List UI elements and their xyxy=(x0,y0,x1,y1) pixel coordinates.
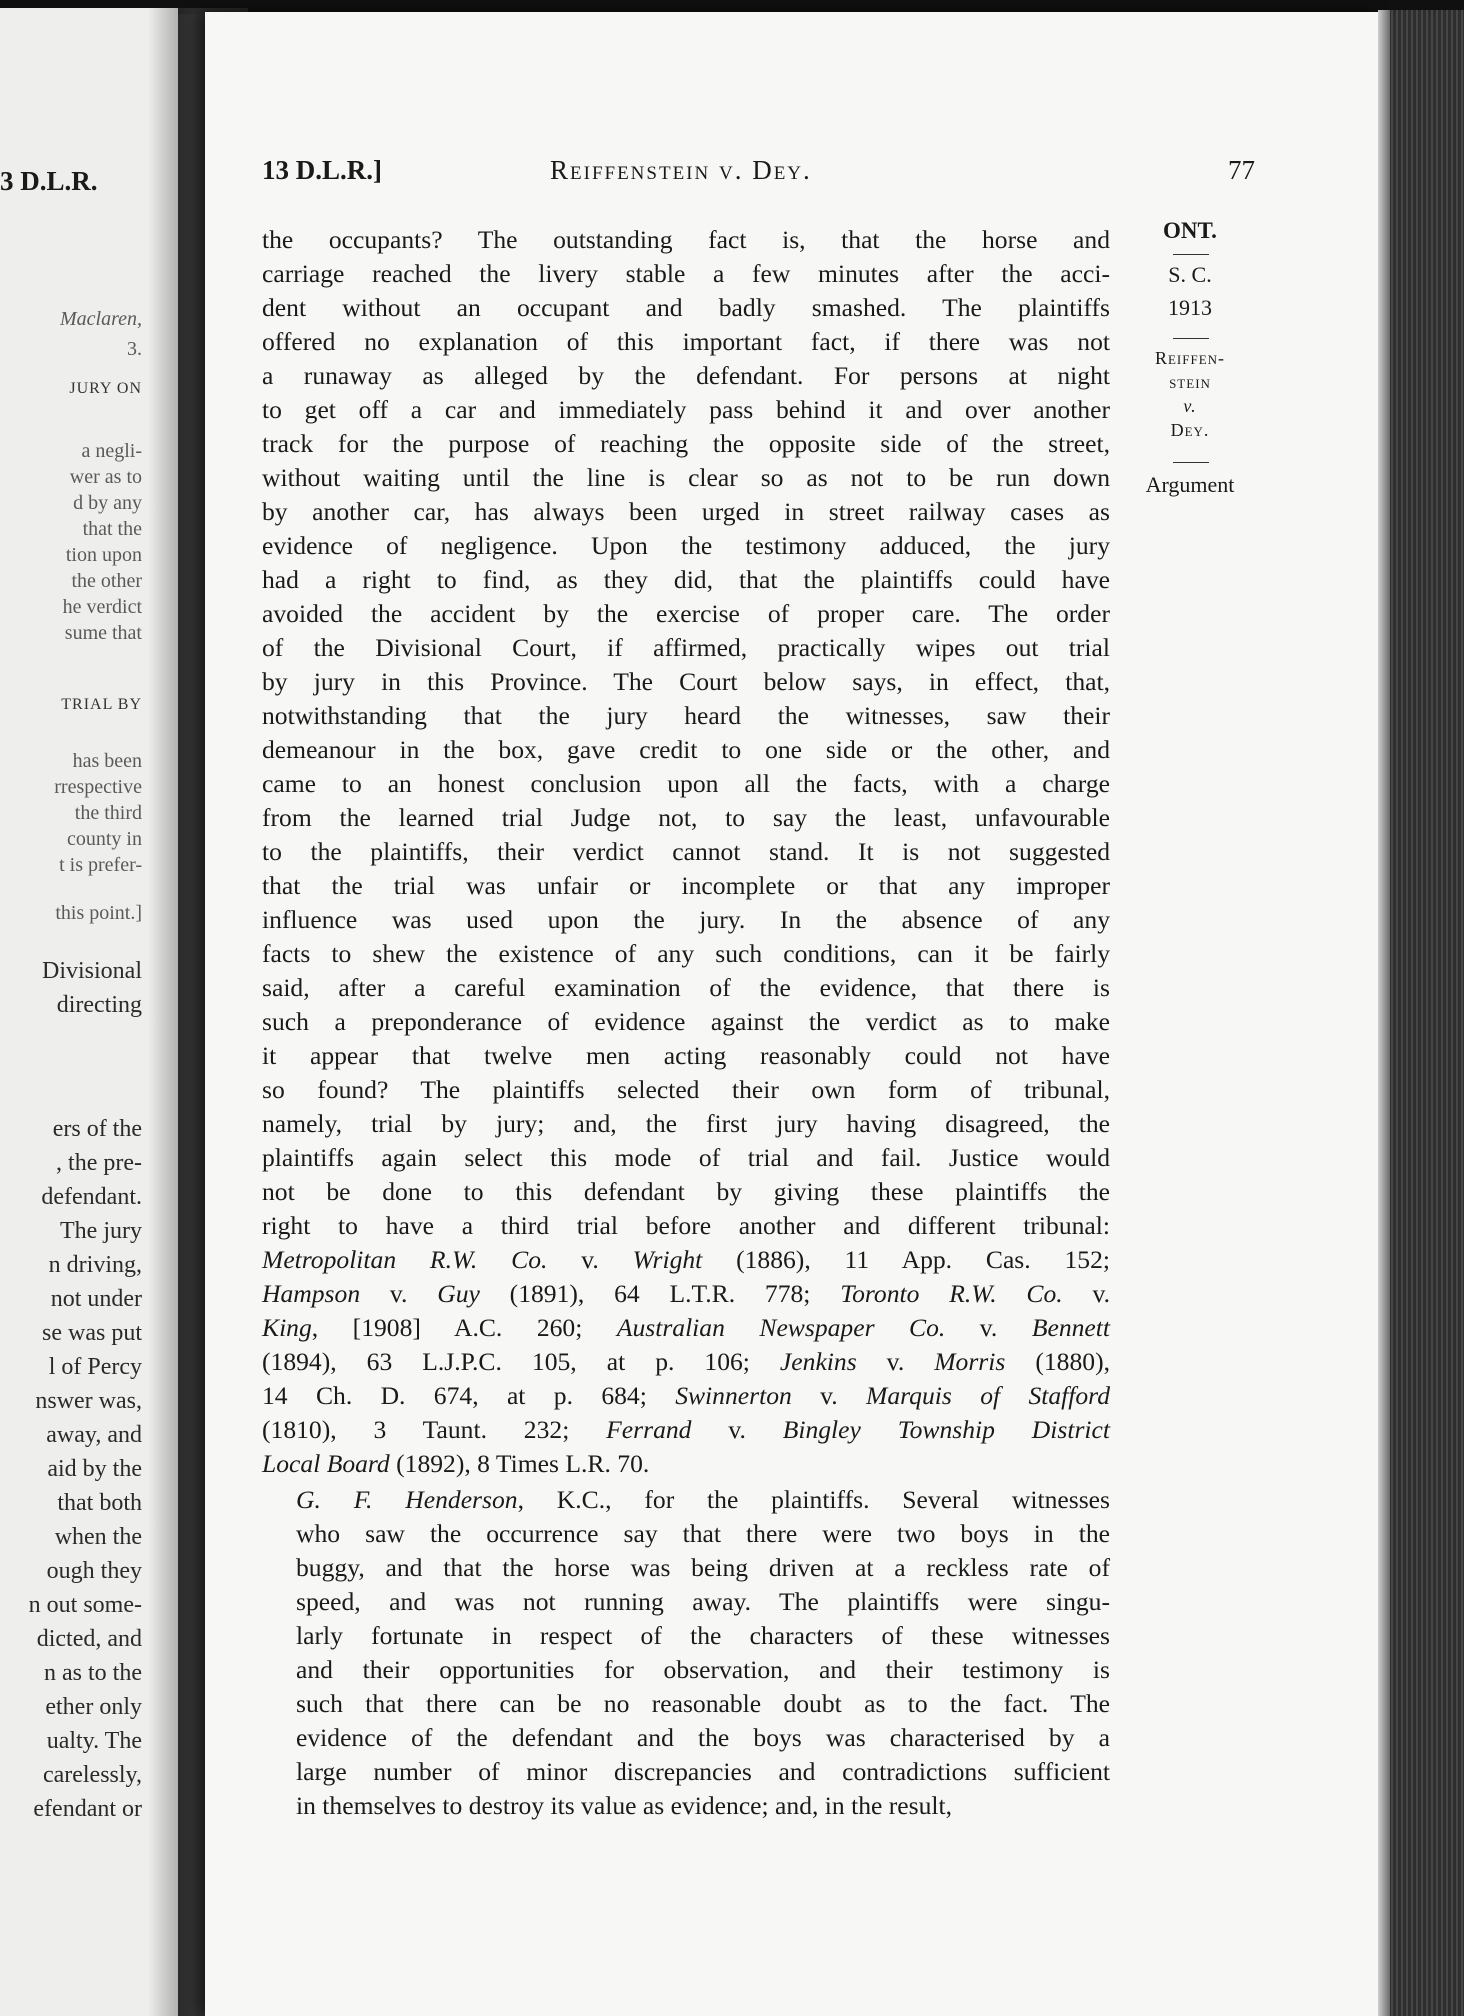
text-line: Local Board (1892), 8 Times L.R. 70. xyxy=(262,1449,650,1478)
left-page-line: county in xyxy=(67,828,142,850)
text-line: facts to shew the existence of any such conditions, can it be fairly xyxy=(262,939,1110,968)
left-page-line: a negli- xyxy=(81,440,142,462)
left-page-line: l of Percy xyxy=(48,1354,142,1380)
text-line: that the trial was unfair or incomplete or that any improper xyxy=(262,871,1110,900)
left-page-header: 3 D.L.R. xyxy=(0,166,98,196)
text-line: such a preponderance of evidence against the verdict as to make xyxy=(262,1007,1110,1036)
left-page-line: the third xyxy=(74,802,142,824)
margin-rule xyxy=(1173,338,1209,339)
left-page-line: n driving, xyxy=(48,1252,142,1278)
text-line: 14 Ch. D. 674, at p. 684; Swinnerton v. Marquis of Stafford xyxy=(262,1381,1110,1410)
text-line: namely, trial by jury; and, the first jury having disagreed, the xyxy=(262,1109,1110,1138)
text-line: buggy, and that the horse was being driven at a reckless rate of xyxy=(296,1553,1110,1582)
text-line: without waiting until the line is clear so as not to be run down xyxy=(262,463,1110,492)
text-line: to the plaintiffs, their verdict cannot stand. It is not suggested xyxy=(262,837,1110,866)
left-page-line: this point.] xyxy=(55,902,142,924)
left-page-line: when the xyxy=(54,1524,142,1550)
body-text xyxy=(262,223,1110,1823)
margin-province: ONT. xyxy=(1163,218,1217,243)
text-line: from the learned trial Judge not, to say the least, unfavourable xyxy=(262,803,1110,832)
left-page-line: sume that xyxy=(64,622,142,644)
left-page-line: not under xyxy=(50,1286,142,1312)
left-page-line: rrespective xyxy=(54,776,142,798)
text-line: a runaway as alleged by the defendant. For persons at night xyxy=(262,361,1110,390)
text-line: in themselves to destroy its value as evidence; and, in the result, xyxy=(296,1791,953,1820)
text-line: King, [1908] A.C. 260; Australian Newspaper Co. v. Bennett xyxy=(262,1313,1110,1342)
text-line: notwithstanding that the jury heard the witnesses, saw their xyxy=(262,701,1110,730)
left-page-line: JURY ON xyxy=(69,380,142,397)
left-page-line: n out some- xyxy=(28,1592,142,1618)
margin-court: S. C. xyxy=(1168,262,1212,287)
paragraph xyxy=(262,1483,1110,1823)
text-line: Hampson v. Guy (1891), 64 L.T.R. 778; Toronto R.W. Co. v. xyxy=(262,1279,1110,1308)
left-page-line: ers of the xyxy=(52,1116,142,1142)
text-line: by another car, has always been urged in street railway cases as xyxy=(262,497,1110,526)
left-page-line: dicted, and xyxy=(36,1626,142,1652)
left-page-line: ualty. The xyxy=(46,1728,142,1754)
text-line: who saw the occurrence say that there were two boys in the xyxy=(296,1519,1110,1548)
margin-case-line: stein xyxy=(1169,372,1211,392)
left-page-line: defendant. xyxy=(41,1184,142,1210)
left-page-line: Maclaren, xyxy=(59,308,142,330)
text-line: dent without an occupant and badly smashed. The plaintiffs xyxy=(262,293,1110,322)
text-line: right to have a third trial before another and different tribunal: xyxy=(262,1211,1110,1240)
left-page-line: d by any xyxy=(73,492,142,514)
text-line: carriage reached the livery stable a few minutes after the acci- xyxy=(262,259,1110,288)
text-line: larly fortunate in respect of the characters of these witnesses xyxy=(296,1621,1110,1650)
left-page-line: TRIAL BY xyxy=(61,696,142,713)
text-line: (1810), 3 Taunt. 232; Ferrand v. Bingley Township District xyxy=(262,1415,1110,1444)
left-page-line: that the xyxy=(82,518,142,540)
left-page-line: away, and xyxy=(46,1422,142,1448)
text-line: evidence of the defendant and the boys was characterised by a xyxy=(296,1723,1110,1752)
text-line: had a right to find, as they did, that the plaintiffs could have xyxy=(262,565,1110,594)
left-page-line: , the pre- xyxy=(56,1150,142,1176)
page-edge-highlight xyxy=(1378,10,1390,2016)
text-line: to get off a car and immediately pass behind it and over another xyxy=(262,395,1110,424)
margin-case-name xyxy=(1130,346,1250,442)
text-line: G. F. Henderson, K.C., for the plaintiffs. Several witnesses xyxy=(296,1485,1110,1514)
text-line: so found? The plaintiffs selected their own form of tribunal, xyxy=(262,1075,1110,1104)
left-page-line: nswer was, xyxy=(35,1388,142,1414)
text-line: such that there can be no reasonable doubt as to the fact. The xyxy=(296,1689,1110,1718)
page-number: 77 xyxy=(1228,155,1255,185)
left-page-line: has been xyxy=(72,750,142,772)
left-page-line: wer as to xyxy=(69,466,142,488)
left-page-line: n as to the xyxy=(44,1660,142,1686)
margin-rule xyxy=(1173,462,1209,463)
left-page-line: directing xyxy=(56,992,142,1018)
text-line: large number of minor discrepancies and contradictions sufficient xyxy=(296,1757,1110,1786)
left-page-line: that both xyxy=(57,1490,142,1516)
text-line: avoided the accident by the exercise of proper care. The order xyxy=(262,599,1110,628)
left-page-line: se was put xyxy=(42,1320,142,1346)
left-page-line: 3. xyxy=(127,338,142,360)
text-line: (1894), 63 L.J.P.C. 105, at p. 106; Jenkins v. Morris (1880), xyxy=(262,1347,1110,1376)
text-line: demeanour in the box, gave credit to one side or the other, and xyxy=(262,735,1110,764)
text-line: speed, and was not running away. The plaintiffs were singu- xyxy=(296,1587,1110,1616)
left-page-line: Divisional xyxy=(42,958,142,984)
left-page-line: he verdict xyxy=(62,596,142,618)
margin-case-line: Reiffen- xyxy=(1154,348,1226,368)
text-line: the occupants? The outstanding fact is, that the horse and xyxy=(262,225,1110,254)
text-line: influence was used upon the jury. In the absence of any xyxy=(262,905,1110,934)
text-line: evidence of negligence. Upon the testimony adduced, the jury xyxy=(262,531,1110,560)
left-page-line: the other xyxy=(71,570,142,592)
text-line: track for the purpose of reaching the opposite side of the street, xyxy=(262,429,1110,458)
left-page-line: ether only xyxy=(45,1694,142,1720)
paragraph xyxy=(262,223,1110,1481)
text-line: plaintiffs again select this mode of trial and fail. Justice would xyxy=(262,1143,1110,1172)
text-line: of the Divisional Court, if affirmed, practically wipes out trial xyxy=(262,633,1110,662)
text-line: and their opportunities for observation, and their testimony is xyxy=(296,1655,1110,1684)
text-line: not be done to this defendant by giving these plaintiffs the xyxy=(262,1177,1110,1206)
text-line: said, after a careful examination of the evidence, that there is xyxy=(262,973,1110,1002)
margin-year: 1913 xyxy=(1168,295,1212,320)
margin-case-line: v. xyxy=(1183,396,1197,416)
left-page-line: The jury xyxy=(60,1218,142,1244)
left-page-line: efendant or xyxy=(33,1796,142,1822)
left-page-line: carelessly, xyxy=(42,1762,142,1788)
text-line: by jury in this Province. The Court below says, in effect, that, xyxy=(262,667,1110,696)
margin-note-argument: Argument xyxy=(1145,472,1235,497)
page-edges xyxy=(1378,10,1464,2016)
left-page-line: tion upon xyxy=(65,544,142,566)
text-line: offered no explanation of this important fact, if there was not xyxy=(262,327,1110,356)
text-line: it appear that twelve men acting reasonably could not have xyxy=(262,1041,1110,1070)
left-page-line: aid by the xyxy=(47,1456,142,1482)
margin-rule xyxy=(1173,254,1209,255)
text-line: Metropolitan R.W. Co. v. Wright (1886), 11 App. Cas. 152; xyxy=(262,1245,1110,1274)
running-head-title: Reiffenstein v. Dey. xyxy=(550,155,812,185)
margin-case-line: Dey. xyxy=(1170,420,1210,440)
running-head-volume: 13 D.L.R.] xyxy=(262,155,382,185)
left-page-line: t is prefer- xyxy=(59,854,142,876)
left-page-line: ough they xyxy=(46,1558,142,1584)
text-line: came to an honest conclusion upon all the facts, with a charge xyxy=(262,769,1110,798)
